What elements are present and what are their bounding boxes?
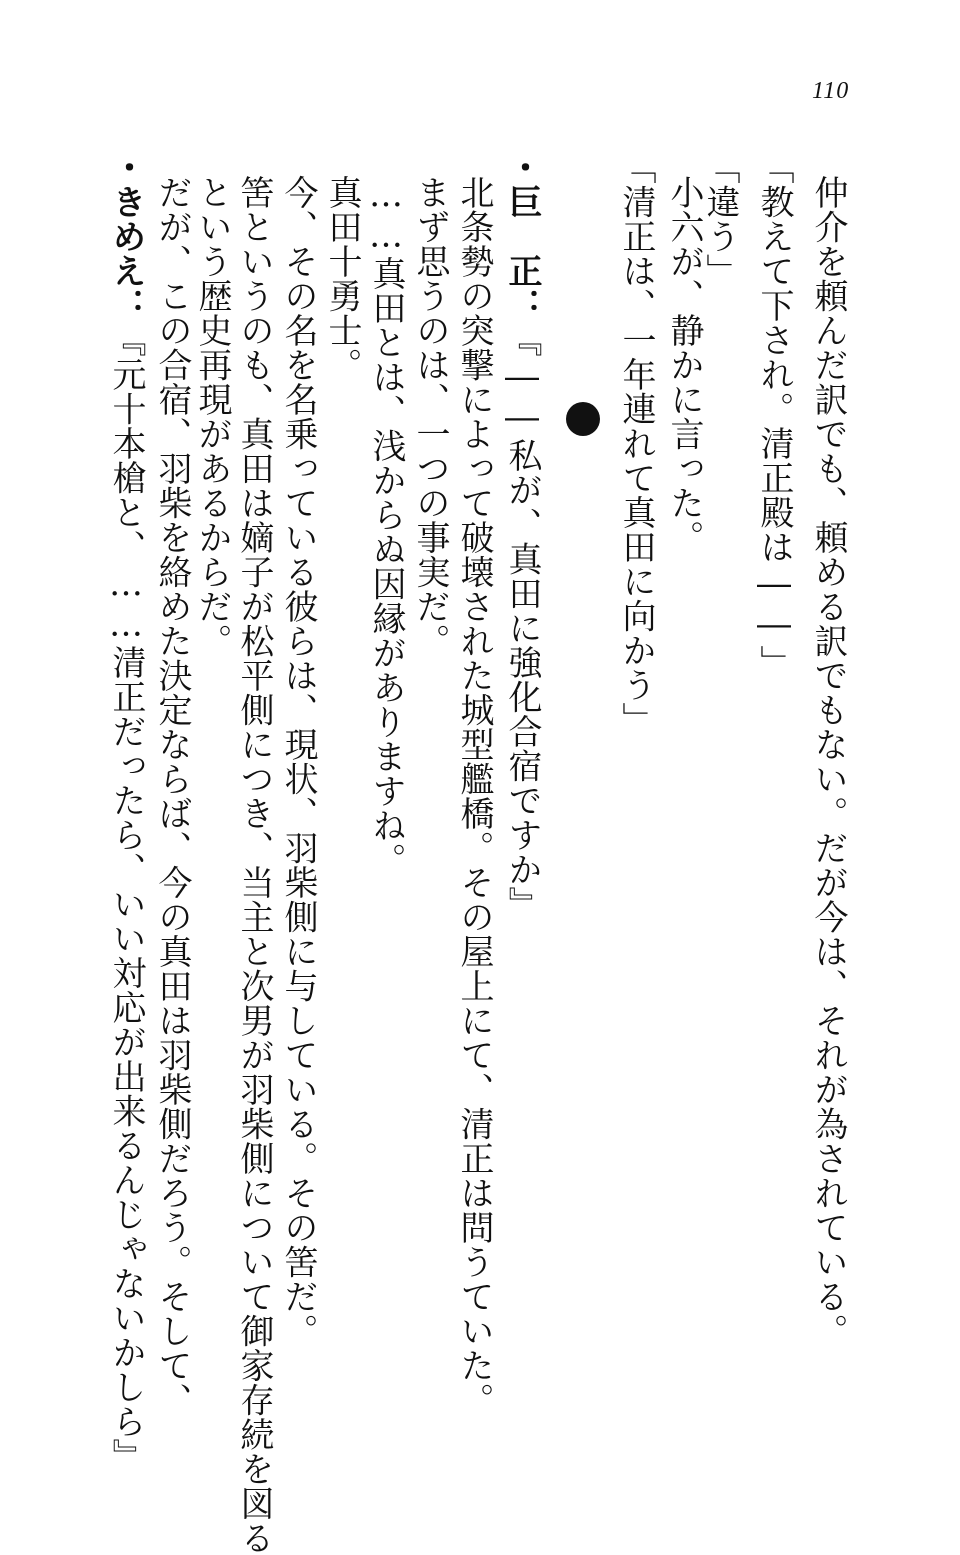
dialogue-line — [104, 150, 148, 1473]
text-line — [408, 175, 452, 1275]
text-line — [662, 175, 706, 1275]
dialogue-line — [500, 150, 544, 1250]
section-break-dot — [566, 402, 600, 436]
line-text: 仲介を頼んだ訳でも、頼める訳でもない。だが今は、それが為されている。 — [808, 175, 848, 1348]
speaker-label: ・巨 正： — [502, 150, 542, 323]
text-line — [232, 175, 276, 1555]
line-text: 『――私が、真田に強化合宿ですか』 — [502, 322, 542, 921]
text-line — [452, 175, 496, 1417]
line-text: 真田十勇士。 — [322, 175, 362, 382]
line-text: だが、この合宿、羽柴を絡めた決定ならば、今の真田は羽柴側だろう。そして、 — [152, 175, 192, 1417]
page-number: 110 — [812, 78, 850, 104]
text-line — [276, 175, 320, 1348]
line-text: まず思うのは、一つの事実だ。 — [410, 175, 450, 658]
line-text: 北条勢の突撃によって破壊された城型艦橋。その屋上にて、清正は問うていた。 — [454, 175, 494, 1417]
line-text: ……真田とは、浅からぬ因縁がありますね。 — [366, 175, 406, 877]
line-text: 「違う」 — [700, 150, 740, 288]
line-text: 筈というのも、真田は嫡子が松平側につき、当主と次男が羽柴側について御家存続を図る — [234, 175, 274, 1555]
text-line — [752, 150, 796, 1250]
text-line — [190, 175, 234, 1275]
line-text: 「清正は、一年連れて真田に向かう」 — [616, 150, 656, 737]
line-text: 小六が、静かに言った。 — [664, 175, 704, 555]
text-line — [806, 175, 850, 1348]
line-text: 『元十本槍と、……清正だったら、いい対応が出来るんじゃないかしら』 — [106, 322, 146, 1473]
text-line — [364, 175, 408, 1275]
text-line — [320, 175, 364, 1275]
text-line — [614, 150, 658, 1250]
line-text: 今、その名を名乗っている彼らは、現状、羽柴側に与している。その筈だ。 — [278, 175, 318, 1348]
line-text: という歴史再現があるからだ。 — [192, 175, 232, 658]
text-line — [150, 175, 194, 1417]
speaker-label: ・きめえ： — [106, 150, 146, 323]
line-text: 「教えて下され。清正殿は――」 — [754, 150, 794, 680]
